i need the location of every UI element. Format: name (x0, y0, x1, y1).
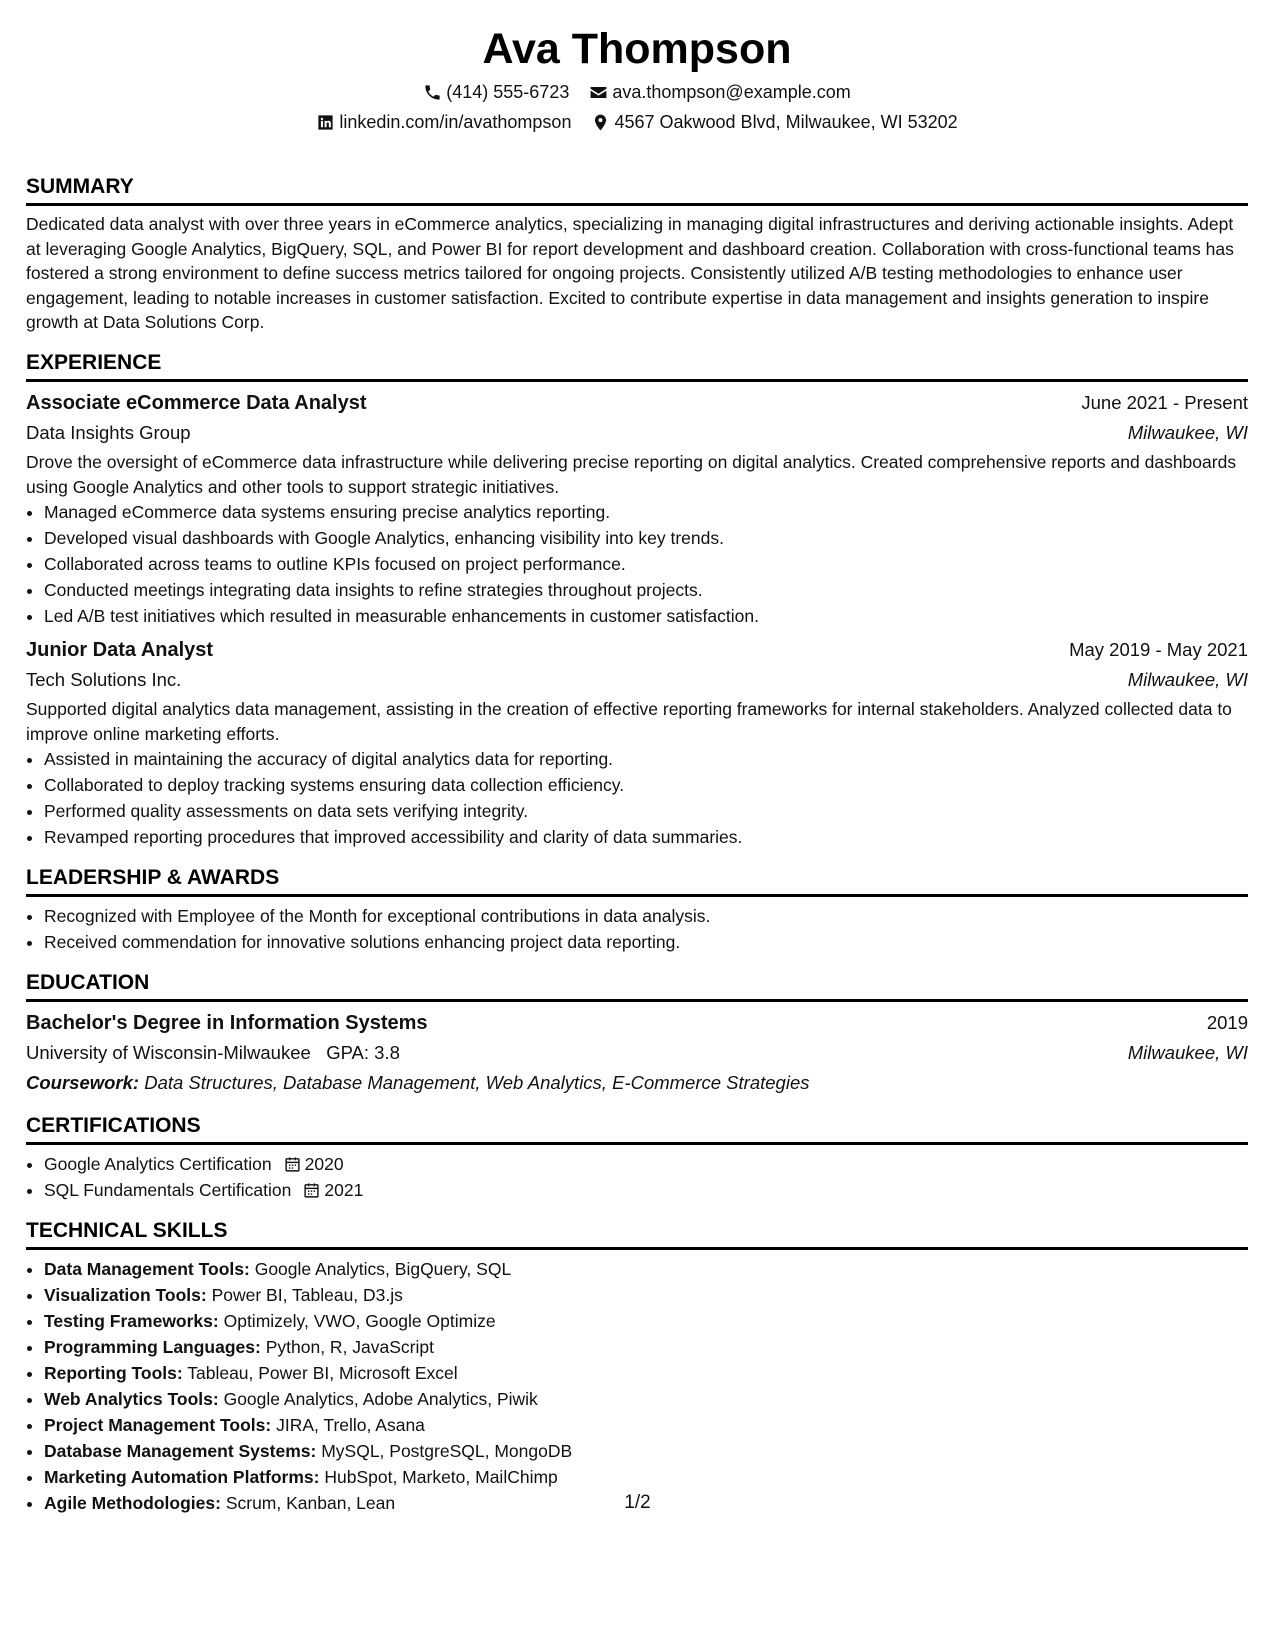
list-item: • Performed quality assessments on data sets verifying integrity. (44, 798, 1248, 824)
list-item (44, 1282, 1248, 1308)
linkedin-contact[interactable] (316, 107, 571, 137)
list-item (44, 1464, 1248, 1490)
skill-value: Scrum, Kanban, Lean (225, 1493, 396, 1514)
calendar-icon (284, 1156, 301, 1173)
candidate-name: Ava Thompson (482, 25, 792, 73)
job-date: May 2019 - May 2021 (1069, 639, 1248, 661)
list-item (44, 1438, 1248, 1464)
skill-value: Google Analytics, BigQuery, SQL (254, 1259, 512, 1280)
address-text: 4567 Oakwood Blvd, Milwaukee, WI 53202 (614, 112, 958, 132)
list-item (44, 1334, 1248, 1360)
cert-year: 2020 (304, 1154, 344, 1175)
school-name: University of Wisconsin-Milwaukee (26, 1042, 311, 1064)
skill-label: Marketing Automation Platforms: (44, 1467, 320, 1488)
company-name: Data Insights Group (26, 421, 191, 443)
skill-label: Project Management Tools: (44, 1415, 272, 1436)
skill-label: Visualization Tools: (44, 1285, 207, 1306)
skills-heading: TECHNICAL SKILLS (26, 1217, 1248, 1250)
list-item: • Received commendation for innovative solutions enhancing project data reporting. (44, 929, 1248, 955)
education-entry (26, 1008, 1248, 1098)
list-item: • Collaborated across teams to outline KPIs focused on project performance. (44, 551, 1248, 577)
skill-label: Web Analytics Tools: (44, 1389, 219, 1410)
envelope-icon (589, 83, 608, 102)
map-pin-icon (591, 113, 610, 132)
list-item (44, 1412, 1248, 1438)
school-location: Milwaukee, WI (1127, 1042, 1248, 1064)
job-title: Junior Data Analyst (26, 639, 214, 662)
list-item: • Collaborated to deploy tracking systems ensuring data collection efficiency. (44, 772, 1248, 798)
skill-label: Testing Frameworks: (44, 1311, 219, 1332)
job-description: Drove the oversight of eCommerce data infrastructure while delivering precise reporting on digital analytics. Created comprehensive reports and dashboards using Google Analytics and other tools to support strategic initiatives. (26, 451, 1237, 497)
linkedin-text: linkedin.com/in/avathompson (339, 112, 572, 132)
phone-text: (414) 555-6723 (446, 82, 570, 102)
contact-row-2 (26, 107, 1248, 137)
list-item: • Recognized with Employee of the Month for exceptional contributions in data analysis. (44, 903, 1248, 929)
coursework (26, 1068, 1248, 1098)
skill-label: Programming Languages: (44, 1337, 261, 1358)
skill-value: MySQL, PostgreSQL, MongoDB (321, 1441, 573, 1462)
certifications-heading: CERTIFICATIONS (26, 1112, 1248, 1145)
list-item: • Developed visual dashboards with Google Analytics, enhancing visibility into key trends. (44, 525, 1248, 551)
skill-label: Reporting Tools: (44, 1363, 183, 1384)
skill-value: Power BI, Tableau, D3.js (211, 1285, 403, 1306)
job-description: Supported digital analytics data management, assisting in the creation of effective reporting frameworks for internal stakeholders. Analyzed collected data to improve online marketing efforts. (26, 699, 1232, 744)
resume-page (26, 0, 1248, 1516)
list-item: • Assisted in maintaining the accuracy of digital analytics data for reporting. (44, 746, 1248, 772)
skill-value: Optimizely, VWO, Google Optimize (223, 1311, 496, 1332)
job-bullets (26, 746, 1248, 850)
skill-value: JIRA, Trello, Asana (276, 1415, 425, 1436)
company-name: Tech Solutions Inc. (26, 669, 182, 691)
list-item: • Managed eCommerce data systems ensuring precise analytics reporting. (44, 499, 1248, 525)
job-bullets (26, 499, 1248, 629)
job-location: Milwaukee, WI (1127, 421, 1248, 443)
cert-name: • Google Analytics Certification (44, 1154, 272, 1175)
phone-contact[interactable] (423, 77, 569, 107)
email-contact[interactable] (589, 77, 850, 107)
skill-label: Agile Methodologies: (44, 1493, 221, 1514)
skill-value: Tableau, Power BI, Microsoft Excel (187, 1363, 458, 1384)
skill-value: Python, R, JavaScript (265, 1337, 434, 1358)
linkedin-icon (316, 113, 335, 132)
coursework-label: Coursework: (26, 1072, 140, 1094)
experience-heading: EXPERIENCE (26, 349, 1248, 382)
list-item (44, 1386, 1248, 1412)
list-item: • Led A/B test initiatives which resulted in measurable enhancements in customer satisfaction. (44, 603, 1248, 629)
job-entry (26, 635, 1248, 850)
phone-icon (423, 83, 442, 102)
summary-text: Dedicated data analyst with over three years in eCommerce analytics, specializing in managing digital infrastructures and deriving actionable insights. Adept at leveraging Google Analytics, BigQuery, SQL, and Power BI for report development and dashboard creation. Collaboration with cross-functional teams has fostered a strong environment to define success metrics tailored for ongoing projects. Consistently utilized A/B testing methodologies to enhance user engagement, leading to notable increases in customer satisfaction. Excited to contribute expertise in data management and insights generation to inspire growth at Data Solutions Corp. (26, 214, 1234, 333)
leadership-list (26, 903, 1248, 955)
contact-row-1 (26, 77, 1248, 107)
list-item (44, 1151, 1248, 1177)
email-text: ava.thompson@example.com (612, 82, 851, 102)
job-location: Milwaukee, WI (1127, 669, 1248, 691)
list-item (44, 1256, 1248, 1282)
page-number: 1/2 (624, 1492, 651, 1513)
list-item (44, 1308, 1248, 1334)
skill-label: Data Management Tools: (44, 1259, 250, 1280)
coursework-list: Data Structures, Database Management, Web Analytics, E-Commerce Strategies (144, 1072, 810, 1094)
education-heading: EDUCATION (26, 969, 1248, 1002)
skill-value: HubSpot, Marketo, MailChimp (324, 1467, 558, 1488)
cert-year: 2021 (324, 1180, 364, 1201)
certifications-list (26, 1151, 1248, 1203)
skill-value: Google Analytics, Adobe Analytics, Piwik (223, 1389, 538, 1410)
degree-title: Bachelor's Degree in Information Systems (26, 1012, 428, 1035)
gpa: GPA: 3.8 (326, 1042, 400, 1064)
calendar-icon (303, 1182, 320, 1199)
job-title: Associate eCommerce Data Analyst (26, 391, 367, 414)
job-entry (26, 388, 1248, 629)
skill-label: Database Management Systems: (44, 1441, 317, 1462)
cert-name: • SQL Fundamentals Certification (44, 1180, 292, 1201)
job-date: June 2021 - Present (1081, 391, 1248, 413)
list-item (44, 1360, 1248, 1386)
list-item: • Revamped reporting procedures that improved accessibility and clarity of data summaries. (44, 824, 1248, 850)
leadership-heading: LEADERSHIP & AWARDS (26, 864, 1248, 897)
list-item: • Conducted meetings integrating data insights to refine strategies throughout projects. (44, 577, 1248, 603)
address-contact (591, 107, 957, 137)
skills-list (26, 1256, 1248, 1516)
graduation-year: 2019 (1206, 1012, 1248, 1034)
list-item (44, 1177, 1248, 1203)
summary-heading: SUMMARY (26, 173, 1248, 206)
